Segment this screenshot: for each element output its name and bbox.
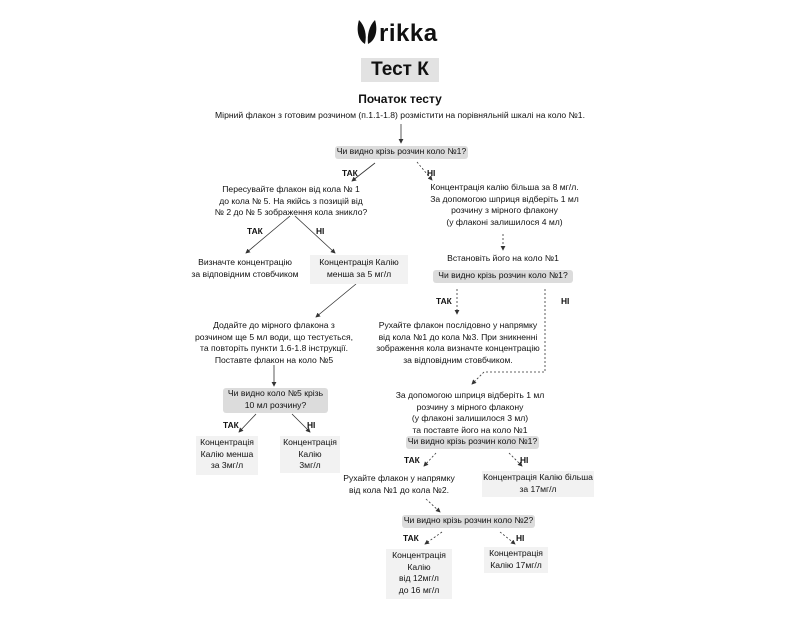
label-move-yes: ТАК <box>247 226 263 236</box>
question-q3: Чи видно крізь розчин коло №1? <box>406 436 539 449</box>
page-subtitle: Початок тесту <box>358 92 442 106</box>
question-q4: Чи видно крізь розчин коло №2? <box>402 515 535 528</box>
result-more-than-17: Концентрація Калію більша за 17мг/л <box>482 471 594 497</box>
label-move-no: НІ <box>316 226 325 236</box>
arrow-q4-no <box>500 532 515 544</box>
step-move-circle-1-to-2: Рухайте флакон у напрямку від кола №1 до кола №2. <box>343 473 455 495</box>
step-add-water: Додайте до мірного флакона з розчином ще 5 мл води, що тестується, та повторіть пункти 1.6-1.8 інструкції. Поставте флакон на коло №5 <box>194 320 353 365</box>
result-3: Концентрація Калію 3мг/л <box>280 436 340 473</box>
result-less-than-3: Концентрація Калію менша за 3мг/л <box>196 436 258 475</box>
label-q4-no: НІ <box>516 533 525 543</box>
arrow-move2-to-q4 <box>426 499 440 512</box>
arrow-q3-yes <box>424 453 436 466</box>
question-circle-5: Чи видно коло №5 крізь 10 мл розчину? <box>223 388 328 413</box>
logo-text: rikka <box>379 20 438 47</box>
label-q1-yes: ТАК <box>342 168 358 178</box>
question-q1: Чи видно крізь розчин коло №1? <box>335 146 468 159</box>
result-less-than-5: Концентрація Калію менша за 5 мг/л <box>310 255 408 284</box>
step-set-circle-1: Встановіть його на коло №1 <box>447 253 559 263</box>
step-take-1ml: За допомогою шприця відберіть 1 мл розчину з мірного флакону (у флаконі залишилося 3 мл) та поставте його на коло №1 <box>395 390 545 435</box>
arrow-less5-to-add <box>316 284 356 317</box>
step-move-circle-1-to-3: Рухайте флакон послідовно у напрямку від кола №1 до кола №3. При зникненні зображення кола визначте концентрацію за відповідним стовбчиком. <box>376 320 540 365</box>
label-q3-no: НІ <box>520 455 529 465</box>
step-more-than-8: Концентрація калію більша за 8 мг/л. За допомогою шприця відберіть 1 мл розчину з мірного флакону (у флаконі залишилося 4 мл) <box>430 182 579 227</box>
page-title: Тест К <box>361 58 439 82</box>
label-q2-yes: ТАК <box>436 296 452 306</box>
result-12-to-16: Концентрація Калію від 12мг/л до 16 мг/л <box>386 549 452 599</box>
result-17: Концентрація Калію 17мг/л <box>484 547 548 573</box>
step-move-circle-1-to-5: Пересувайте флакон від кола № 1 до кола № 5. На якійсь з позицій від № 2 до № 5 зображення кола зникло? <box>214 184 368 218</box>
arrow-q5-yes <box>239 414 256 432</box>
intro-instruction: Мірний флакон з готовим розчином (п.1.1-1.8) розмістити на порівняльній шкалі на коло №1. <box>215 110 585 120</box>
label-q1-no: НІ <box>427 168 436 178</box>
label-q5-no: НІ <box>307 420 316 430</box>
question-q2: Чи видно крізь розчин коло №1? <box>433 270 573 283</box>
label-q5-yes: ТАК <box>223 420 239 430</box>
arrow-move-no <box>295 216 335 253</box>
label-q3-yes: ТАК <box>404 455 420 465</box>
arrow-q4-yes <box>425 532 442 544</box>
label-q2-no: НІ <box>561 296 570 306</box>
step-determine-concentration: Визначте концентрацію за відповідним стовбчиком <box>191 257 299 279</box>
label-q4-yes: ТАК <box>403 533 419 543</box>
